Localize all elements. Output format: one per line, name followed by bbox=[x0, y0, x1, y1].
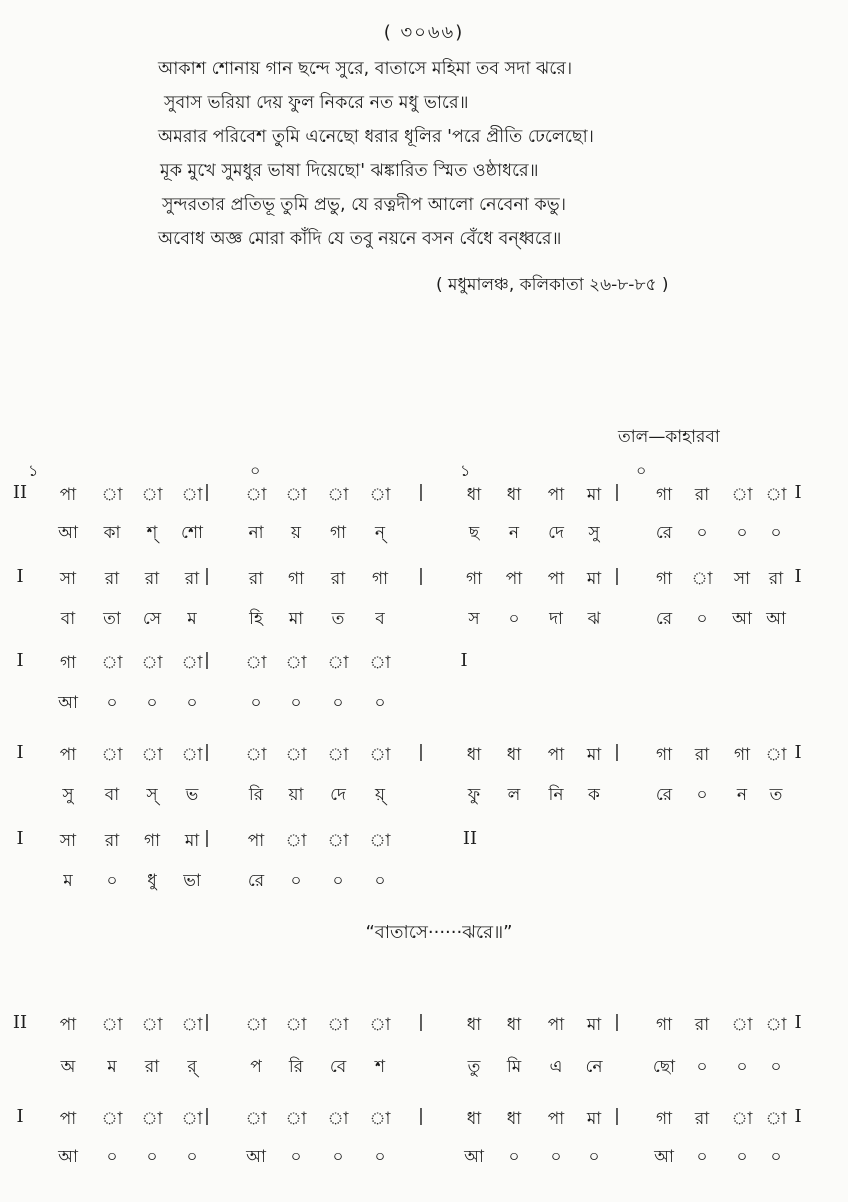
note-cell: মা bbox=[586, 745, 602, 765]
song-number: ( ৩০৬৬) bbox=[383, 22, 465, 43]
note-cell: া bbox=[245, 485, 267, 505]
note-cell: া bbox=[327, 1015, 349, 1035]
note-cell: আ bbox=[246, 1147, 266, 1167]
note-cell: পা bbox=[547, 745, 565, 765]
note-cell: ০ bbox=[374, 693, 386, 713]
note-cell: া bbox=[245, 1015, 267, 1035]
note-cell: ভা bbox=[183, 871, 201, 891]
note-cell: য়্ bbox=[374, 785, 385, 805]
note-cell: না bbox=[248, 523, 264, 543]
note-cell: ০ bbox=[332, 693, 344, 713]
note-cell: রা bbox=[768, 569, 784, 589]
note-cell: ০ bbox=[106, 1147, 118, 1167]
note-cell: া bbox=[731, 1109, 753, 1129]
note-cell: া bbox=[181, 1015, 203, 1035]
note-cell: পা bbox=[247, 831, 265, 851]
bar-line: | bbox=[204, 742, 210, 762]
note-cell: ন্ bbox=[374, 523, 386, 543]
note-cell: া bbox=[369, 1015, 391, 1035]
note-cell: ০ bbox=[290, 693, 302, 713]
bar-line: | bbox=[418, 1012, 424, 1032]
note-cell: রা bbox=[248, 569, 264, 589]
note-cell: প bbox=[250, 1057, 262, 1077]
note-cell: আ bbox=[464, 1147, 484, 1167]
note-cell: ০ bbox=[696, 523, 708, 543]
note-cell: হি bbox=[249, 609, 263, 629]
lyric-line: মূক মুখে সুমধুর ভাষা দিয়েছো' ঝঙ্কারিত স্মিত ওষ্ঠাধরে॥ bbox=[160, 161, 539, 181]
note-cell: ০ bbox=[770, 1057, 782, 1077]
note-cell: গা bbox=[655, 1015, 673, 1035]
note-cell: ত bbox=[331, 609, 345, 629]
note-cell: া bbox=[181, 1109, 203, 1129]
section-mark: I bbox=[794, 566, 802, 587]
note-cell: া bbox=[181, 485, 203, 505]
bar-line: | bbox=[614, 1106, 620, 1126]
note-cell: মা bbox=[586, 1109, 602, 1129]
note-cell: মা bbox=[586, 485, 602, 505]
note-cell: রা bbox=[330, 569, 346, 589]
note-cell: সু bbox=[62, 785, 74, 805]
note-cell: ০ bbox=[186, 1147, 198, 1167]
note-cell: ০ bbox=[250, 693, 262, 713]
note-cell: া bbox=[245, 1109, 267, 1129]
note-cell: ০ bbox=[736, 1147, 748, 1167]
note-cell: রা bbox=[694, 745, 710, 765]
bar-line: | bbox=[614, 482, 620, 502]
note-cell: য় bbox=[290, 523, 301, 543]
lyric-syllable-line bbox=[0, 1144, 848, 1174]
note-cell: মা bbox=[184, 831, 200, 851]
note-cell: ধু bbox=[147, 871, 157, 891]
note-cell: ০ bbox=[186, 693, 198, 713]
note-cell: গা bbox=[143, 831, 161, 851]
note-cell: ম bbox=[63, 871, 73, 891]
section-mark: I bbox=[794, 1106, 802, 1127]
swara-line bbox=[0, 1012, 848, 1042]
note-cell: ০ bbox=[374, 871, 386, 891]
note-cell: ০ bbox=[770, 523, 782, 543]
bar-line: | bbox=[418, 482, 424, 502]
lyric-syllable-line bbox=[0, 520, 848, 550]
note-cell: ম bbox=[187, 609, 197, 629]
note-cell: া bbox=[369, 653, 391, 673]
note-cell: া bbox=[765, 1015, 787, 1035]
bar-line: | bbox=[204, 566, 210, 586]
refrain-label: “বাতাসে······ঝরে॥” bbox=[365, 922, 513, 943]
note-cell: ধা bbox=[506, 1015, 522, 1035]
beat-markers bbox=[0, 458, 848, 482]
note-cell: স্ bbox=[146, 785, 158, 805]
note-cell: গা bbox=[655, 485, 673, 505]
note-cell: গা bbox=[655, 1109, 673, 1129]
note-cell: ০ bbox=[696, 1057, 708, 1077]
bar-line: | bbox=[614, 1012, 620, 1032]
note-cell: রা bbox=[694, 1109, 710, 1129]
bar-line: | bbox=[204, 650, 210, 670]
bar-line: | bbox=[204, 828, 210, 848]
note-cell: ০ bbox=[146, 1147, 158, 1167]
section-mark: I bbox=[794, 742, 802, 763]
note-cell: গা bbox=[655, 569, 673, 589]
note-cell: ত bbox=[769, 785, 783, 805]
note-cell: ফু bbox=[467, 785, 481, 805]
note-cell: া bbox=[101, 653, 123, 673]
note-cell: গা bbox=[733, 745, 751, 765]
note-cell: া bbox=[181, 745, 203, 765]
beat-marker: ০ bbox=[250, 461, 261, 480]
note-cell: ০ bbox=[146, 693, 158, 713]
note-cell: া bbox=[285, 485, 307, 505]
note-cell: রি bbox=[288, 1057, 304, 1077]
note-cell: া bbox=[141, 485, 163, 505]
note-cell: ধা bbox=[466, 1015, 482, 1035]
note-cell: আ bbox=[766, 609, 786, 629]
note-cell: পা bbox=[59, 745, 77, 765]
bar-line: | bbox=[418, 742, 424, 762]
note-cell: ০ bbox=[696, 609, 708, 629]
note-cell: ধা bbox=[466, 745, 482, 765]
section-mark: I bbox=[794, 1012, 802, 1033]
note-cell: শো bbox=[181, 523, 203, 543]
section-mark: I bbox=[16, 828, 24, 849]
lyric-line: সুন্দরতার প্রতিভূ তুমি প্রভু, যে রত্নদীপ আলো নেবেনা কভু। bbox=[162, 195, 566, 215]
note-cell: গা bbox=[655, 745, 673, 765]
note-cell: মা bbox=[586, 569, 602, 589]
note-cell: ধা bbox=[466, 1109, 482, 1129]
swara-line bbox=[0, 828, 848, 858]
note-cell: আ bbox=[654, 1147, 674, 1167]
note-cell: ল bbox=[507, 785, 521, 805]
note-cell: গা bbox=[371, 569, 389, 589]
note-cell: সা bbox=[59, 569, 77, 589]
note-cell: রা bbox=[694, 485, 710, 505]
note-cell: া bbox=[101, 485, 123, 505]
note-cell: আ bbox=[58, 1147, 78, 1167]
note-cell: রা bbox=[104, 569, 120, 589]
swara-line bbox=[0, 1106, 848, 1136]
note-cell: া bbox=[369, 745, 391, 765]
note-cell: ন bbox=[508, 523, 520, 543]
lyric-line: অবোধ অজ্ঞ মোরা কাঁদি যে তবু নয়নে বসন বেঁধে বন্ধ্বরে॥ bbox=[158, 229, 562, 249]
note-cell: ০ bbox=[696, 1147, 708, 1167]
note-cell: া bbox=[141, 653, 163, 673]
section-mark: II bbox=[12, 482, 28, 503]
note-cell: বা bbox=[104, 785, 120, 805]
note-cell: আ bbox=[58, 693, 78, 713]
lyric-syllable-line bbox=[0, 868, 848, 898]
note-cell: দে bbox=[548, 523, 564, 543]
note-cell: ০ bbox=[508, 609, 520, 629]
note-cell: ০ bbox=[696, 785, 708, 805]
note-cell: পা bbox=[59, 485, 77, 505]
note-cell: ধা bbox=[506, 745, 522, 765]
swara-line bbox=[0, 742, 848, 772]
beat-marker: ০ bbox=[636, 461, 647, 480]
note-cell: া bbox=[141, 745, 163, 765]
note-cell: রি bbox=[248, 785, 264, 805]
swara-line bbox=[0, 566, 848, 596]
note-cell: বে bbox=[329, 1057, 347, 1077]
note-cell: পা bbox=[547, 569, 565, 589]
note-cell: আ bbox=[58, 523, 78, 543]
note-cell: তা bbox=[103, 609, 121, 629]
note-cell: া bbox=[327, 1109, 349, 1129]
taal-label: তাল—কাহারবা bbox=[618, 427, 720, 447]
note-cell: রা bbox=[144, 569, 160, 589]
bar-line: | bbox=[418, 1106, 424, 1126]
note-cell: রে bbox=[247, 871, 265, 891]
note-cell: ঝ bbox=[587, 609, 601, 629]
note-cell: পা bbox=[59, 1109, 77, 1129]
note-cell: া bbox=[285, 1109, 307, 1129]
note-cell: কা bbox=[103, 523, 121, 543]
note-cell: া bbox=[285, 831, 307, 851]
note-cell: ০ bbox=[374, 1147, 386, 1167]
bar-line: | bbox=[418, 566, 424, 586]
note-cell: ধা bbox=[506, 1109, 522, 1129]
note-cell: া bbox=[369, 485, 391, 505]
attribution: ( মধুমালঞ্চ, কলিকাতা ২৬-৮-৮৫ ) bbox=[436, 275, 669, 295]
note-cell: া bbox=[101, 1109, 123, 1129]
note-cell: া bbox=[327, 653, 349, 673]
note-cell: মা bbox=[586, 1015, 602, 1035]
lyric-syllable-line bbox=[0, 690, 848, 720]
note-cell: ন bbox=[736, 785, 748, 805]
note-cell: রা bbox=[184, 569, 200, 589]
note-cell: ০ bbox=[332, 871, 344, 891]
note-cell: ০ bbox=[290, 1147, 302, 1167]
note-cell: া bbox=[327, 485, 349, 505]
note-cell: া bbox=[765, 485, 787, 505]
note-cell: তু bbox=[467, 1057, 481, 1077]
note-cell: শ bbox=[374, 1057, 386, 1077]
note-cell: ব bbox=[375, 609, 385, 629]
note-cell: র্ bbox=[187, 1057, 197, 1077]
note-cell: আ bbox=[732, 609, 752, 629]
note-cell: পা bbox=[547, 1015, 565, 1035]
note-cell: শ্ bbox=[146, 523, 158, 543]
note-cell: া bbox=[327, 831, 349, 851]
note-cell: মি bbox=[506, 1057, 522, 1077]
note-cell: গা bbox=[465, 569, 483, 589]
note-cell: অ bbox=[60, 1057, 76, 1077]
note-cell: ০ bbox=[588, 1147, 600, 1167]
note-cell: া bbox=[141, 1015, 163, 1035]
note-cell: ০ bbox=[736, 1057, 748, 1077]
note-cell: রে bbox=[655, 523, 673, 543]
lyric-syllable-line bbox=[0, 606, 848, 636]
note-cell: রা bbox=[694, 1015, 710, 1035]
section-mark: I bbox=[16, 1106, 24, 1127]
note-cell: ০ bbox=[508, 1147, 520, 1167]
note-cell: ০ bbox=[770, 1147, 782, 1167]
lyric-syllable-line bbox=[0, 782, 848, 812]
note-cell: া bbox=[101, 1015, 123, 1035]
bar-line: | bbox=[614, 742, 620, 762]
note-cell: া bbox=[285, 1015, 307, 1035]
note-cell: পা bbox=[505, 569, 523, 589]
note-cell: ধা bbox=[506, 485, 522, 505]
note-cell: সে bbox=[142, 609, 162, 629]
bar-line: | bbox=[614, 566, 620, 586]
note-cell: ছো bbox=[652, 1057, 676, 1077]
note-cell: া bbox=[101, 745, 123, 765]
note-cell: গা bbox=[59, 653, 77, 673]
note-cell: ম bbox=[107, 1057, 117, 1077]
note-cell: পা bbox=[547, 485, 565, 505]
note-cell: া bbox=[369, 831, 391, 851]
section-mark: II bbox=[12, 1012, 28, 1033]
note-cell: পা bbox=[547, 1109, 565, 1129]
note-cell: সু bbox=[588, 523, 600, 543]
note-cell: স bbox=[468, 609, 480, 629]
note-cell: া bbox=[245, 653, 267, 673]
note-cell: ০ bbox=[106, 693, 118, 713]
note-cell: া bbox=[731, 1015, 753, 1035]
note-cell: এ bbox=[549, 1057, 563, 1077]
lyric-line: আকাশ শোনায় গান ছন্দে সুরে, বাতাসে মহিমা তব সদা ঝরে। bbox=[158, 59, 573, 79]
note-cell: া bbox=[765, 1109, 787, 1129]
note-cell: পা bbox=[59, 1015, 77, 1035]
note-cell: য়া bbox=[288, 785, 304, 805]
note-cell: রা bbox=[144, 1057, 160, 1077]
note-cell: ছ bbox=[468, 523, 480, 543]
section-mark: I bbox=[16, 566, 24, 587]
swara-line bbox=[0, 482, 848, 512]
note-cell: দা bbox=[549, 609, 563, 629]
note-cell: া bbox=[285, 745, 307, 765]
note-cell: বা bbox=[60, 609, 76, 629]
note-cell: গা bbox=[329, 523, 347, 543]
section-mark: I bbox=[460, 650, 468, 671]
bar-line: | bbox=[204, 1106, 210, 1126]
note-cell: গা bbox=[287, 569, 305, 589]
note-cell: া bbox=[765, 745, 787, 765]
note-cell: া bbox=[141, 1109, 163, 1129]
section-mark: I bbox=[16, 742, 24, 763]
section-mark: II bbox=[462, 828, 478, 849]
swara-line bbox=[0, 650, 848, 680]
note-cell: ০ bbox=[550, 1147, 562, 1167]
note-cell: রা bbox=[104, 831, 120, 851]
note-cell: ০ bbox=[106, 871, 118, 891]
lyrics-block bbox=[158, 52, 798, 256]
note-cell: ক bbox=[588, 785, 600, 805]
beat-marker: ১ bbox=[28, 461, 39, 480]
note-cell: নে bbox=[585, 1057, 603, 1077]
note-cell: রে bbox=[655, 785, 673, 805]
note-cell: ধা bbox=[466, 485, 482, 505]
note-cell: া bbox=[327, 745, 349, 765]
note-cell: ০ bbox=[290, 871, 302, 891]
note-cell: সা bbox=[59, 831, 77, 851]
section-mark: I bbox=[794, 482, 802, 503]
note-cell: া bbox=[245, 745, 267, 765]
note-cell: া bbox=[285, 653, 307, 673]
lyric-syllable-line bbox=[0, 1054, 848, 1084]
section-mark: I bbox=[16, 650, 24, 671]
note-cell: নি bbox=[548, 785, 564, 805]
note-cell: া bbox=[369, 1109, 391, 1129]
note-cell: সা bbox=[733, 569, 751, 589]
note-cell: রে bbox=[655, 609, 673, 629]
note-cell: া bbox=[691, 569, 713, 589]
note-cell: ০ bbox=[736, 523, 748, 543]
note-cell: া bbox=[181, 653, 203, 673]
lyric-line: অমরার পরিবেশ তুমি এনেছো ধরার ধূলির 'পরে প্রীতি ঢেলেছো। bbox=[158, 127, 594, 147]
note-cell: দে bbox=[330, 785, 346, 805]
note-cell: ০ bbox=[332, 1147, 344, 1167]
note-cell: মা bbox=[288, 609, 304, 629]
lyric-line: সুবাস ভরিয়া দেয় ফুল নিকরে নত মধু ভারে॥ bbox=[164, 93, 469, 113]
beat-marker: ১ bbox=[460, 461, 471, 480]
note-cell: ভ bbox=[185, 785, 199, 805]
bar-line: | bbox=[204, 482, 210, 502]
note-cell: া bbox=[731, 485, 753, 505]
bar-line: | bbox=[204, 1012, 210, 1032]
